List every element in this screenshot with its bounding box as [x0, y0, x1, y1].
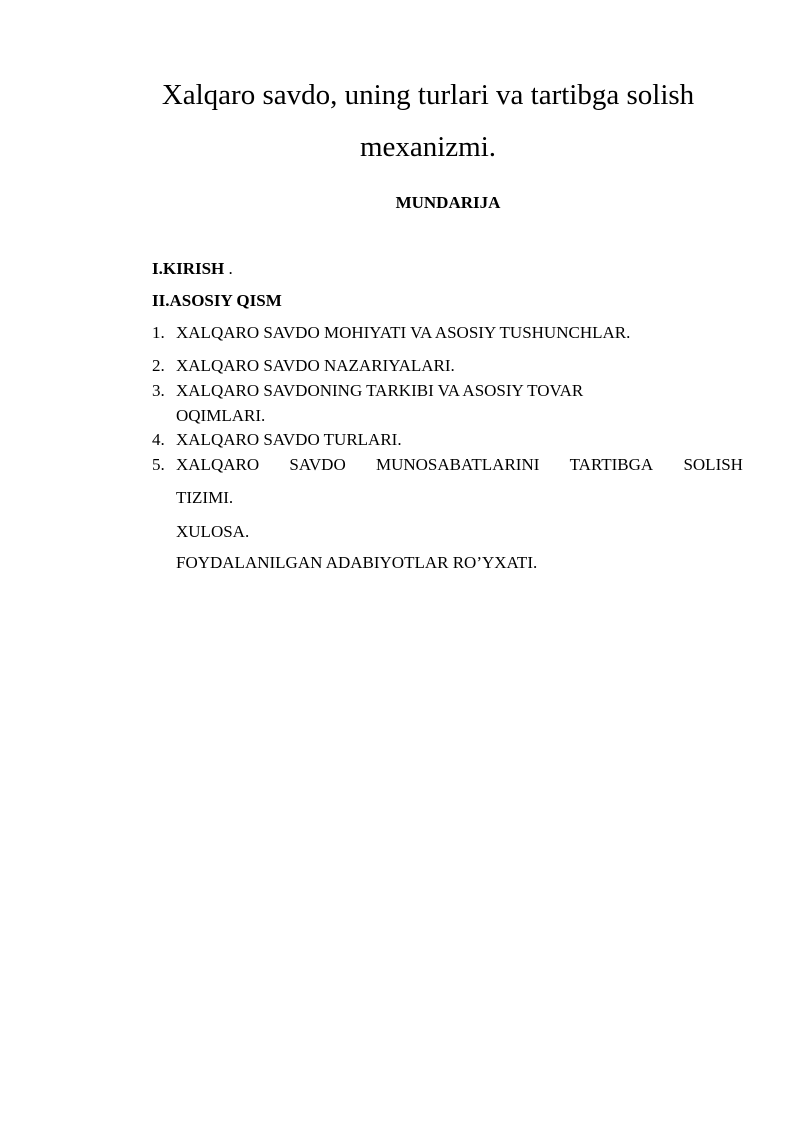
item-number: 4.: [152, 430, 165, 449]
item-word: SOLISH: [683, 455, 743, 474]
toc-section-introduction: [152, 259, 233, 279]
item-word: TARTIBGA: [569, 455, 654, 474]
toc-section-main: [152, 291, 282, 311]
item-text-line-2: TIZIMI.: [176, 488, 234, 507]
toc-heading: MUNDARIJA: [395, 193, 501, 212]
section-label: I.KIRISH: [152, 259, 225, 278]
item-number: 3.: [152, 381, 165, 400]
item-text: XALQARO SAVDO NAZARIYALARI.: [176, 356, 455, 375]
references-text: FOYDALANILGAN ADABIYOTLAR RO’YXATI.: [176, 553, 538, 572]
item-number: 1.: [152, 323, 165, 342]
item-text: XALQARO SAVDO MOHIYATI VA ASOSIY TUSHUNCHLAR.: [176, 323, 631, 342]
conclusion-text: XULOSA.: [176, 522, 250, 541]
section-suffix: .: [224, 259, 233, 278]
section-label: II.ASOSIY QISM: [152, 291, 282, 310]
item-text: XALQARO SAVDO TURLARI.: [176, 430, 402, 449]
item-number: 2.: [152, 356, 165, 375]
item-word: MUNOSABATLARINI: [375, 455, 540, 474]
item-word: SAVDO: [289, 455, 346, 474]
item-text-line-2: OQIMLARI.: [176, 406, 266, 425]
document-title-line-2: mexanizmi.: [359, 131, 497, 163]
item-number: 5.: [152, 455, 165, 474]
item-text-line-1: XALQARO SAVDONING TARKIBI VA ASOSIY TOVAR: [176, 381, 584, 400]
item-text-line-1: [176, 455, 743, 475]
document-title-line-1: Xalqaro savdo, uning turlari va tartibga solish: [161, 79, 695, 111]
item-word: XALQARO: [176, 455, 260, 474]
